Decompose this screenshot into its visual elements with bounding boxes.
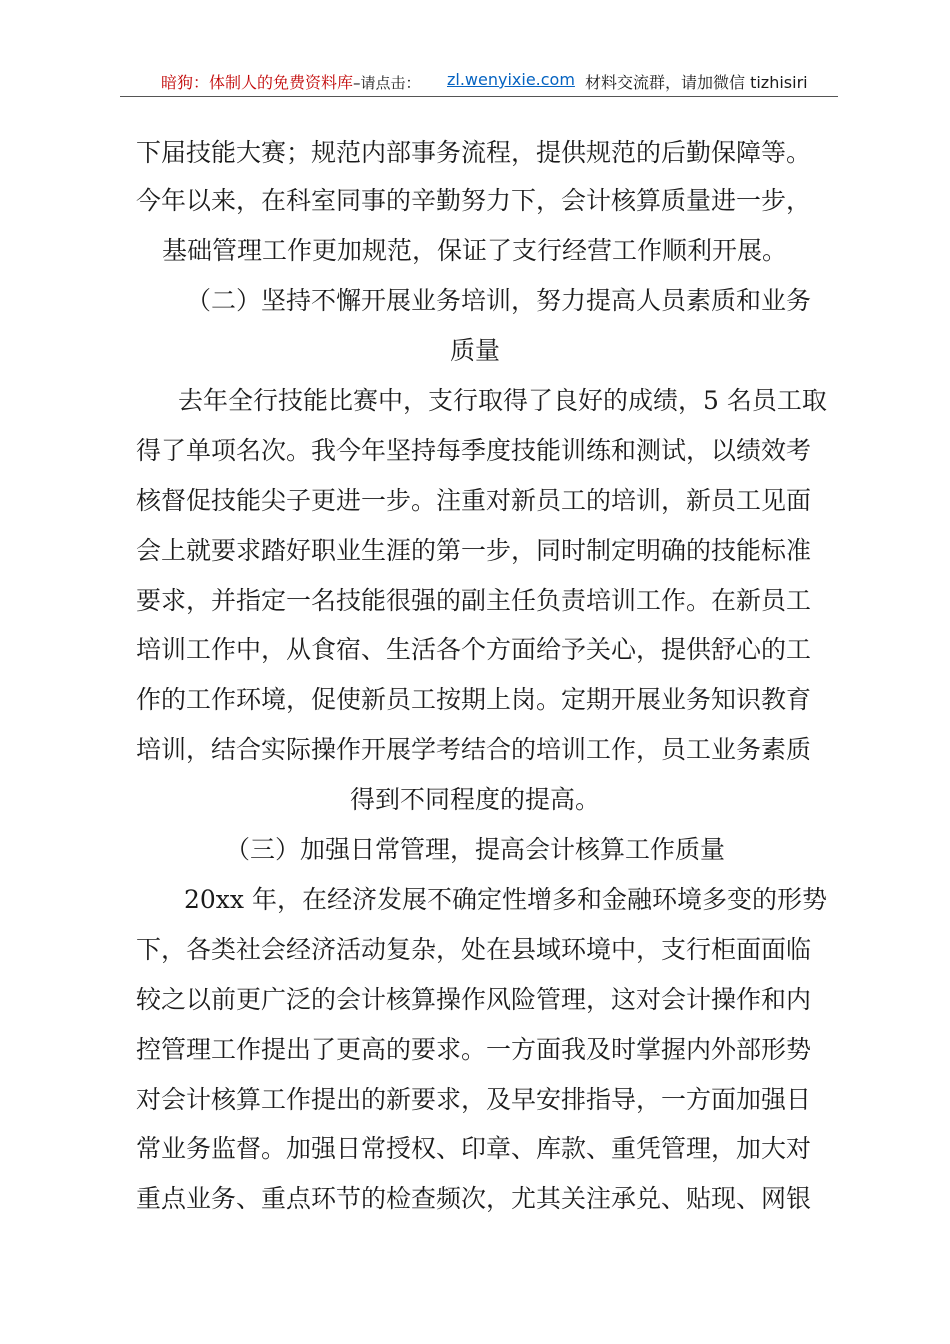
text-line: 对会计核算工作提出的新要求，及早安排指导，一方面加强日 — [136, 1085, 812, 1114]
page-header — [120, 66, 838, 97]
text-line: 基础管理工作更加规范，保证了支行经营工作顺利开展。 — [162, 236, 788, 265]
text-line: 较之以前更广泛的会计核算操作风险管理，这对会计操作和内 — [136, 985, 812, 1014]
section-heading: （三）加强日常管理，提高会计核算工作质量 — [224, 835, 725, 864]
text-line: 核督促技能尖子更进一步。注重对新员工的培训，新员工见面 — [136, 486, 812, 515]
header-group-info: 材料交流群，请加微信 tizhisiri — [585, 73, 808, 92]
text-line: 重点业务、重点环节的检查频次，尤其关注承兑、贴现、网银 — [136, 1184, 812, 1213]
text-line: 得了单项名次。我今年坚持每季度技能训练和测试，以绩效考 — [136, 436, 812, 465]
text-line: 得到不同程度的提高。 — [349, 785, 600, 814]
text-line: 下，各类社会经济活动复杂，处在县域环境中，支行柜面面临 — [136, 935, 812, 964]
text-line: 20xx 年，在经济发展不确定性增多和金融环境多变的形势 — [184, 885, 827, 914]
text-line: 控管理工作提出了更高的要求。一方面我及时掌握内外部形势 — [136, 1035, 812, 1064]
text-line: 会上就要求踏好职业生涯的第一步，同时制定明确的技能标准 — [136, 536, 812, 565]
text-line: 今年以来，在科室同事的辛勤努力下，会计核算质量进一步， — [136, 186, 812, 215]
text-line: 下届技能大赛；规范内部事务流程，提供规范的后勤保障等。 — [136, 138, 812, 167]
text-line: 要求，并指定一名技能很强的副主任负责培训工作。在新员工 — [136, 586, 812, 615]
text-line: 培训工作中，从食宿、生活各个方面给予关心，提供舒心的工 — [136, 635, 812, 664]
text-line: 常业务监督。加强日常授权、印章、库款、重凭管理，加大对 — [136, 1134, 812, 1163]
header-link[interactable]: zl.wenyixie.com — [447, 70, 575, 89]
header-brand-text: 暗狗：体制人的免费资料库 — [161, 73, 354, 92]
header-prompt: –请点击： — [353, 74, 421, 92]
section-heading-continued: 质量 — [449, 336, 500, 365]
header-brand — [161, 70, 421, 93]
text-line: 去年全行技能比赛中，支行取得了良好的成绩，5 名员工取 — [178, 386, 827, 415]
text-line: 作的工作环境，促使新员工按期上岗。定期开展业务知识教育 — [136, 685, 812, 714]
section-heading: （二）坚持不懈开展业务培训，努力提高人员素质和业务 — [186, 286, 812, 315]
text-line: 培训，结合实际操作开展学考结合的培训工作，员工业务素质 — [136, 735, 812, 764]
